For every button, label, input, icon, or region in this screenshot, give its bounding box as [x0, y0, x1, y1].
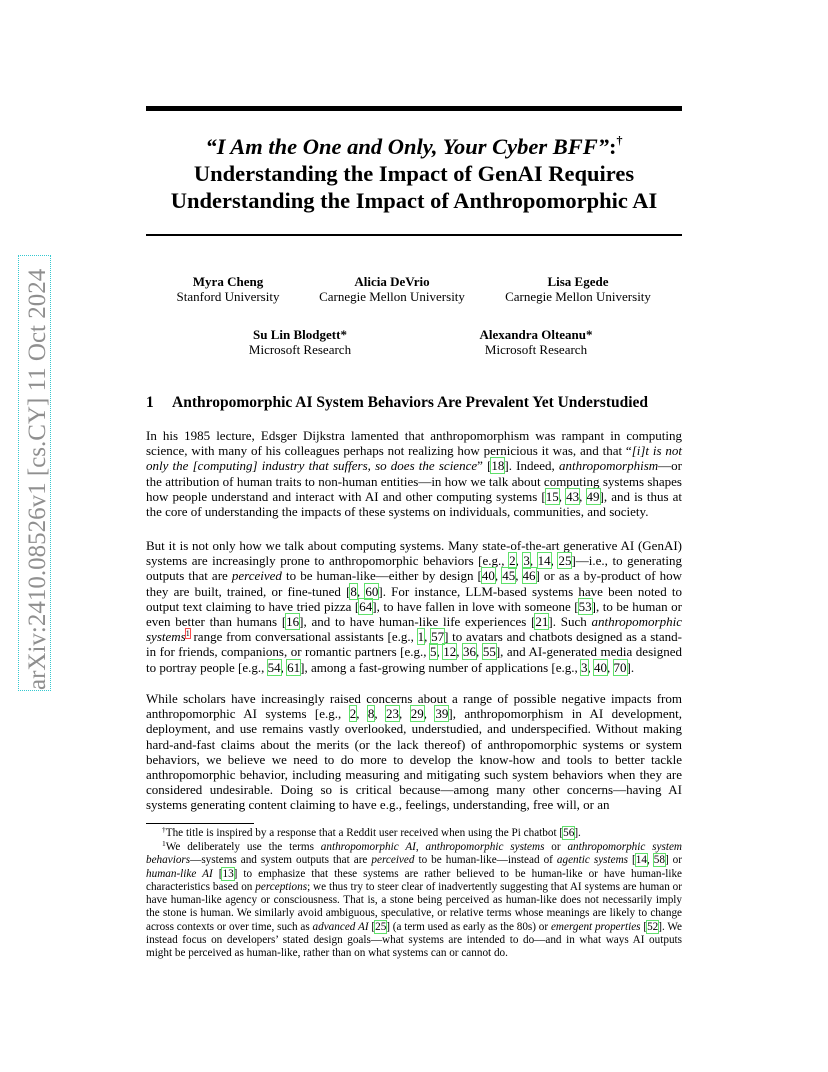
title-top-rule	[146, 106, 682, 111]
citation-link[interactable]: 29	[410, 706, 424, 722]
citation-link[interactable]: 57	[431, 629, 445, 645]
footnote-mark: 1	[162, 839, 166, 848]
italic-text-span: [i]t is not only the [computing] industry that suffers, so does the science	[146, 443, 683, 474]
text-span: range from conversational assistants [e.g.,	[189, 629, 418, 645]
text-span: ” [	[477, 458, 492, 474]
italic-text-span: anthropomorphism	[558, 458, 659, 474]
author-affiliation: Carnegie Mellon University	[505, 289, 651, 304]
text-span: [	[368, 920, 376, 933]
text-span: ]. Indeed,	[504, 458, 559, 474]
text-span: ], among a fast-growing number of applications [e.g.,	[300, 659, 582, 675]
citation-link[interactable]: 8	[367, 706, 375, 722]
text-span: ], and AI-generated media designed to portray people [e.g.,	[146, 644, 683, 675]
italic-text-span: emergent properties	[550, 920, 641, 933]
citation-link[interactable]: 46	[522, 568, 536, 584]
citation-link[interactable]: 56	[563, 827, 575, 839]
citation-link[interactable]: 64	[359, 598, 373, 614]
citation-link[interactable]: 8	[350, 583, 357, 599]
paragraph-2: But it is not only how we talk about computing systems. Many state-of-the-art generative AI (GenAI) systems are increasingly prone to anthropomorphic behaviors [e.g., 2, 3, 14, 25]—i.e., to generating outputs that are perceived to be human-like—either by design [40, 45, 46] or as a by-product of how they are built, trained, or fine-tuned [8, 60]. For instance, LLM-based systems have been noted to output text claiming to have tried pizza [64], to have fallen in love with someone [53], to be human or even better than humans [16], and to have human-like life experiences [21]. Such anthropomorphic systems$^1$ range from conversational assistants [e.g., 1, 57] to avatars and chatbots designed as a stand-in for friends, companions, or romantic partners [e.g., 5, 12, 36, 55], and AI-generated media designed to portray people [e.g., 54, 61], among a fast-growing number of applications [e.g., 3, 40, 70].	[146, 538, 683, 675]
italic-text-span: anthropomorphic systems	[425, 841, 545, 853]
text-span: [	[640, 920, 648, 933]
text-span: While scholars have increasingly raised concerns about a range of possible negative impacts from anthropomorphic AI systems [e.g.,	[146, 691, 682, 722]
text-span: ]. We instead focus on developers’ stated design goals—what systems are intended to do—and in what ways AI outputs might be perceived as human-like, rather than on what systems can or cannot do.	[146, 920, 682, 960]
text-span: ] to emphasize that these systems are rather believed to be human-like or have human-like characteristics based on	[146, 867, 682, 893]
paragraph-1: In his 1985 lecture, Edsger Dijkstra lamented that anthropomorphism was rampant in computing science, with many of his colleagues perhaps not realizing how pernicious it was, and that “[i]t is not only the [computing] industry that suffers, so does the science” [18]. Indeed, anthropomorphism—or the attribution of human traits to non-human entities—in how we talk about computing systems shapes how people understand and interact with AI and other computing systems [15, 43, 49], and is thus at the core of understanding the impacts of these systems on individuals, communities, and society.	[146, 428, 683, 520]
citation-link[interactable]: 54	[267, 659, 281, 675]
citation-link[interactable]: 23	[386, 706, 400, 722]
author-name: Su Lin Blodgett*	[253, 327, 347, 342]
footnote-rule	[146, 823, 254, 824]
text-span: ], to have fallen in love with someone [	[372, 598, 579, 614]
author-block	[310, 274, 474, 304]
section-number: 1	[146, 394, 154, 411]
citation-link[interactable]: 60	[365, 583, 379, 599]
italic-text-span: perceived	[371, 854, 415, 867]
citation-link[interactable]: 1	[417, 629, 425, 645]
title-quote: “I Am the One and Only, Your Cyber BFF”	[205, 134, 610, 159]
text-span: ] to avatars and chatbots designed as a stand-in for friends, companions, or romantic partners [e.g.,	[146, 629, 682, 660]
author-name: Myra Cheng	[192, 274, 264, 289]
text-span: ]. For instance, LLM-based systems have been noted to output text claiming to have tried pizza [	[146, 583, 683, 614]
title-bottom-rule	[146, 234, 682, 236]
text-span: ; we thus try to steer clear of inadvertently suggesting that AI systems are human or have human-like agency or consciousness. That is, a stone being perceived as human-like does not necessarily imply the stone is human. We similarly avoid ambiguous, speculative, or relative terms whose meanings are likely to change across contexts or over time, such as	[146, 880, 683, 933]
footnote-link[interactable]: 1	[185, 629, 190, 639]
citation-link[interactable]: 45	[502, 568, 516, 584]
text-span: ] or	[664, 854, 683, 867]
footnote-title	[146, 827, 682, 840]
author-affiliation: Carnegie Mellon University	[319, 289, 465, 304]
citation-link[interactable]: 40	[481, 568, 495, 584]
text-span: In his 1985 lecture, Edsger Dijkstra lamented that anthropomorphism was rampant in computing science, with many of his colleagues perhaps not realizing how pernicious it was, and that “	[146, 428, 682, 459]
italic-text-span: anthropomorphic AI	[320, 841, 416, 853]
text-span: —or the attribution of human traits to non-human entities—in how we talk about computing systems shapes how people understand and interact with AI and other computing systems [	[146, 458, 683, 504]
citation-link[interactable]: 36	[463, 644, 477, 660]
citation-link[interactable]: 49	[586, 488, 600, 504]
italic-text-span: anthropomorphic systems	[146, 614, 682, 645]
paragraph-3: While scholars have increasingly raised concerns about a range of possible negative impacts from anthropomorphic AI systems [e.g., 2, 8, 23, 29, 39], anthropomorphism in AI development, deployment, and use remains vastly overlooked, understudied, and underspecified. Without making hard-and-fast claims about the merits (or the lack thereof) of anthropomorphic systems or system behaviors, we believe we need to do more to develop the know-how and tools to better tackle anthropomorphic behavior, including measuring and mitigating such system behaviors when they are considered undesirable. Doing so is critical because—among many other concerns—having AI systems generating content claiming to have e.g., feelings, understanding, free will, or an	[146, 691, 683, 813]
text-span: to be human-like—either by design [	[281, 568, 482, 584]
text-span: ]. Such	[548, 614, 592, 630]
section-heading	[146, 394, 682, 412]
paper-title	[146, 133, 682, 214]
text-span: ,	[415, 841, 426, 853]
citation-link[interactable]: 43	[566, 488, 580, 504]
title-footnote-mark[interactable]: †	[616, 133, 623, 147]
arxiv-identifier[interactable]: arXiv:2410.08526v1 [cs.CY] 11 Oct 2024	[24, 268, 51, 690]
italic-text-span: perceptions	[255, 880, 308, 893]
title-colon: :	[609, 134, 617, 159]
text-span: ] or as a by-product of how they are built, trained, or fine-tuned [	[146, 568, 682, 599]
citation-link[interactable]: 25	[375, 920, 387, 933]
italic-text-span: human-like AI	[146, 867, 213, 880]
citation-link[interactable]: 55	[482, 644, 496, 660]
footnote-mark: †	[162, 825, 166, 834]
citation-link[interactable]: 70	[613, 659, 627, 675]
author-name: Alicia DeVrio	[354, 274, 430, 289]
author-name: Lisa Egede	[547, 274, 609, 289]
citation-link[interactable]: 14	[537, 553, 551, 569]
author-affiliation: Microsoft Research	[248, 342, 352, 357]
citation-link[interactable]: 3	[581, 659, 588, 675]
italic-text-span: anthropomorphic system behaviors	[146, 841, 683, 867]
citation-link[interactable]: 2	[349, 706, 357, 722]
text-span: ], and is thus at the core of understanding the impacts of these systems on individuals, communities, and society.	[146, 488, 683, 520]
citation-link[interactable]: 53	[578, 598, 592, 614]
author-name: Alexandra Olteanu*	[479, 327, 593, 342]
text-span: —systems and system outputs that are	[190, 854, 372, 867]
text-span: ].	[574, 827, 581, 839]
italic-text-span: perceived	[231, 568, 282, 584]
citation-link[interactable]: 3	[523, 553, 530, 569]
title-line-3: Understanding the Impact of Anthropomorphic AI	[170, 188, 658, 213]
citation-link[interactable]: 39	[435, 706, 449, 722]
citation-link[interactable]: 16	[286, 614, 300, 630]
author-affiliation: Microsoft Research	[484, 342, 588, 357]
text-span: We deliberately use the terms	[165, 841, 321, 853]
citation-link[interactable]: 40	[594, 659, 608, 675]
italic-text-span: agentic systems	[556, 854, 629, 867]
text-span: to be human-like—instead of	[414, 854, 557, 867]
citation-link[interactable]: 15	[545, 488, 559, 504]
author-affiliation: Stanford University	[176, 289, 280, 304]
author-block	[146, 274, 310, 304]
author-block	[446, 327, 626, 357]
italic-text-span: advanced AI	[312, 920, 369, 933]
footnote-1: $^1$We deliberately use the terms anthropomorphic AI, anthropomorphic systems or anthropomorphic system behaviors—systems and system outputs that are perceived to be human-like—instead of agentic systems [14, 58] or human-like AI [13] to emphasize that these systems are rather believed to be human-like or have human-like characteristics based on perceptions; we thus try to steer clear of inadvertently suggesting that AI systems are human or have human-like agency or consciousness. That is, a stone being perceived as human-like does not necessarily imply the stone is human. We similarly avoid ambiguous, speculative, or relative terms whose meanings are likely to change across contexts or over time, such as advanced AI [25] (a term used as early as the 80s) or emergent properties [52]. We instead focus on developers’ stated design goals—what systems are intended to do—and in what ways AI outputs might be perceived as human-like, rather than on what systems can or cannot do.	[146, 839, 683, 960]
text-span: But it is not only how we talk about computing systems. Many state-of-the-art generative AI (GenAI) systems are increasingly prone to anthropomorphic behaviors [e.g.,	[146, 538, 682, 569]
text-span: ]—i.e., to generating outputs that are	[146, 553, 682, 584]
citation-link[interactable]: 13	[222, 867, 234, 880]
text-span: [	[628, 854, 636, 867]
citation-link[interactable]: 52	[647, 920, 659, 933]
citation-link[interactable]: 12	[443, 644, 457, 660]
citation-link[interactable]: 18	[491, 458, 505, 474]
text-span: or	[544, 841, 568, 853]
text-span: ], and to have human-like life experiences [	[299, 614, 536, 630]
text-span: ].	[626, 659, 635, 675]
text-span: ], anthropomorphism in AI development, deployment, and use remains vastly overlooked, understudied, and underspecified. Without making hard-and-fast claims about the merits (or the lack thereof) of anthropomorphic systems or system behaviors, we believe we need to do more to develop the know-how and tools to better tackle anthropomorphic behavior, including measuring and mitigating such system behaviors when they are considered undesirable. Doing so is critical because—among many other concerns—having AI systems generating content claiming to have e.g., feelings, understanding, free will, or an	[146, 706, 683, 813]
section-title: Anthropomorphic AI System Behaviors Are Prevalent Yet Understudied	[172, 394, 649, 411]
author-block	[220, 327, 380, 357]
text-span: [	[212, 867, 223, 880]
text-span: ] (a term used as early as the 80s) or	[386, 920, 551, 933]
citation-link[interactable]: 61	[287, 659, 301, 675]
text-span: The title is inspired by a response that a Reddit user received when using the Pi chatbot [	[165, 827, 564, 839]
citation-link[interactable]: 14	[635, 854, 647, 867]
citation-link[interactable]: 2	[509, 553, 516, 569]
text-span: ], to be human or even better than humans [	[146, 598, 682, 630]
citation-link[interactable]: 25	[558, 553, 572, 569]
citation-link[interactable]: 58	[653, 854, 665, 867]
citation-link[interactable]: 5	[430, 644, 437, 660]
author-block	[494, 274, 662, 304]
title-line-2: Understanding the Impact of GenAI Requires	[193, 161, 635, 186]
citation-link[interactable]: 21	[535, 614, 549, 630]
